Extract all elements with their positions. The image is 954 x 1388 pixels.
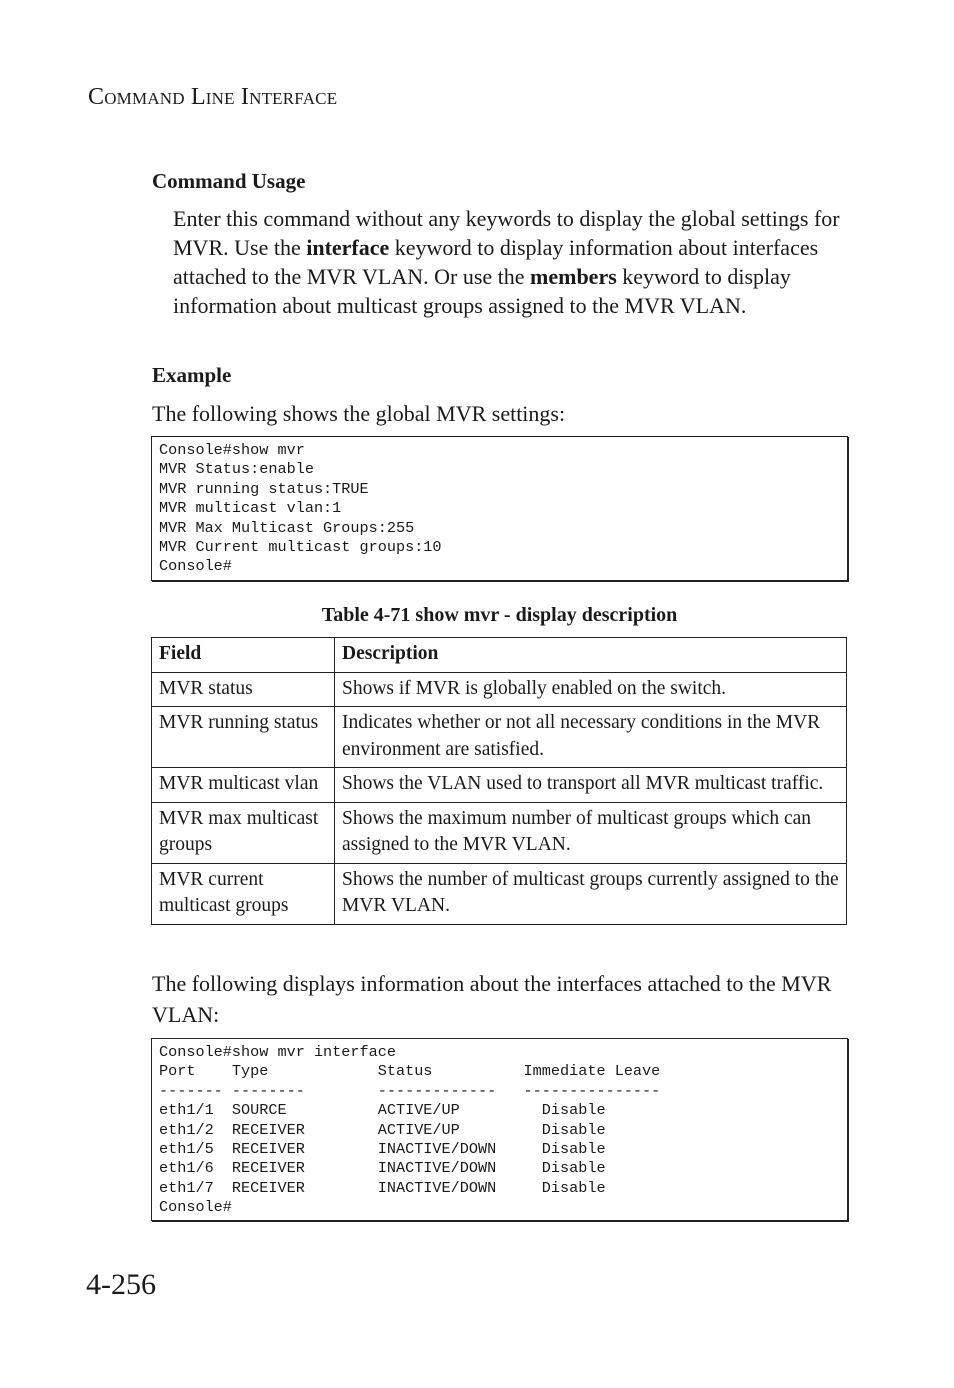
header-field: Field	[152, 638, 335, 673]
usage-text-1: Enter this command without any keywords to display the global settings for MVR. Use the	[173, 206, 840, 260]
table-row	[152, 802, 847, 863]
description-cell: Shows the number of multicast groups currently assigned to the MVR VLAN.	[335, 863, 847, 924]
table-row	[152, 863, 847, 924]
table-caption: Table 4-71 show mvr - display description	[321, 604, 678, 626]
field-cell: MVR multicast vlan	[152, 768, 335, 803]
page-number: 4-256	[86, 1268, 156, 1301]
description-table	[151, 637, 847, 925]
table-row	[152, 672, 847, 707]
field-cell: MVR status	[152, 672, 335, 707]
command-usage-paragraph	[173, 204, 853, 320]
field-cell: MVR current multicast groups	[152, 863, 335, 924]
code-block-show-mvr-interface: Console#show mvr interface Port Type Status Immediate Leave ------- -------- ------------- --------------- eth1/1 SOURCE ACTIVE/UP Disable eth1/2 RECEIVER ACTIVE/UP Disable eth1/5 RECEIVER INACTIVE/DOWN Disable eth1/6 RECEIVER INACTIVE/DOWN Disable eth1/7 RECEIVER INACTIVE/DOWN Disable Console#	[151, 1038, 848, 1221]
description-cell: Shows the maximum number of multicast groups which can assigned to the MVR VLAN.	[335, 802, 847, 863]
field-cell: MVR max multicast groups	[152, 802, 335, 863]
running-header: Command Line Interface	[88, 84, 338, 110]
example-intro-2: The following displays information about the interfaces attached to the MVR VLAN:	[152, 971, 832, 1027]
description-cell: Shows if MVR is globally enabled on the switch.	[335, 672, 847, 707]
table-row	[152, 707, 847, 768]
keyword-interface: interface	[306, 235, 390, 260]
example-heading: Example	[152, 363, 232, 387]
description-cell: Indicates whether or not all necessary conditions in the MVR environment are satisfied.	[335, 707, 847, 768]
description-cell: Shows the VLAN used to transport all MVR multicast traffic.	[335, 768, 847, 803]
table-row	[152, 768, 847, 803]
keyword-members: members	[530, 264, 617, 289]
usage-text-2: keyword to display information about interfaces attached to the MVR VLAN. Or use the	[173, 235, 819, 289]
field-cell: MVR running status	[152, 707, 335, 768]
code-block-show-mvr: Console#show mvr MVR Status:enable MVR running status:TRUE MVR multicast vlan:1 MVR Max Multicast Groups:255 MVR Current multicast groups:10 Console#	[151, 436, 848, 581]
example-intro-1: The following shows the global MVR settings:	[152, 401, 566, 426]
usage-text-3: keyword to display information about multicast groups assigned to the MVR VLAN.	[173, 264, 791, 318]
command-usage-heading: Command Usage	[152, 169, 306, 193]
table-header-row	[152, 638, 847, 673]
header-description: Description	[335, 638, 847, 673]
